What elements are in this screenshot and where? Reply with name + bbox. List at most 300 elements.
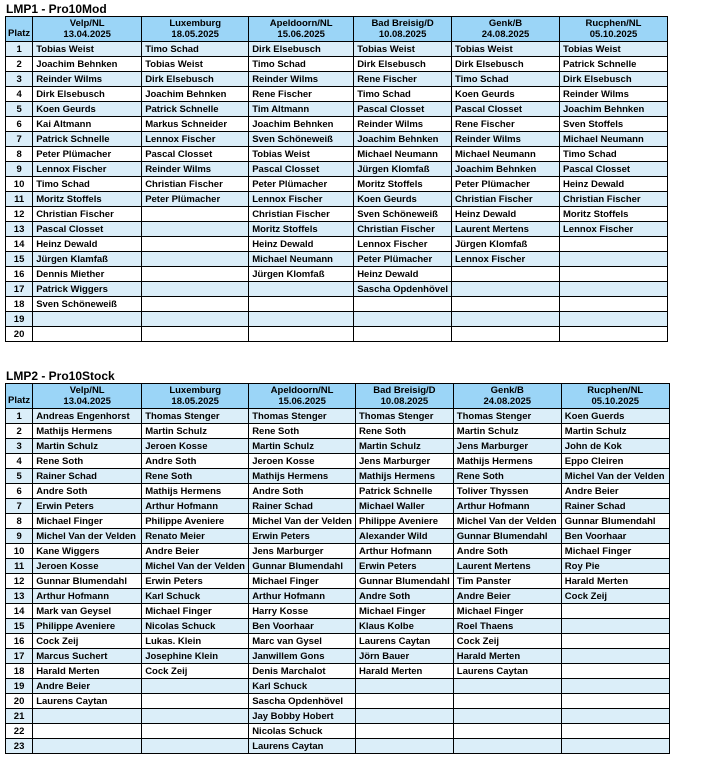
event-date: 05.10.2025	[589, 29, 638, 40]
driver-cell: Ben Voorhaar	[249, 619, 356, 634]
table-row	[6, 574, 670, 589]
driver-cell: Josephine Klein	[142, 649, 249, 664]
driver-cell	[561, 634, 669, 649]
driver-cell: Erwin Peters	[249, 529, 356, 544]
driver-cell: Rainer Schad	[33, 469, 142, 484]
driver-cell: Koen Geurds	[354, 192, 452, 207]
driver-cell: Mathijs Hermens	[355, 469, 453, 484]
table-row	[6, 87, 668, 102]
driver-cell: Markus Schneider	[142, 117, 249, 132]
platz-cell: 17	[6, 282, 33, 297]
driver-cell: Cock Zeij	[142, 664, 249, 679]
platz-cell: 21	[6, 709, 33, 724]
table-row	[6, 724, 670, 739]
driver-cell: Harald Merten	[355, 664, 453, 679]
table-row	[6, 237, 668, 252]
driver-cell: Christian Fischer	[560, 192, 668, 207]
driver-cell: Lennox Fischer	[33, 162, 142, 177]
driver-cell: Moritz Stoffels	[560, 207, 668, 222]
driver-cell: Klaus Kolbe	[355, 619, 453, 634]
driver-cell: Koen Geurds	[452, 87, 560, 102]
table-row	[6, 177, 668, 192]
driver-cell: Tobias Weist	[452, 42, 560, 57]
driver-cell: Michel Van der Velden	[142, 559, 249, 574]
driver-cell: Arthur Hofmann	[249, 589, 356, 604]
driver-cell: Michael Finger	[355, 604, 453, 619]
driver-cell	[33, 739, 142, 754]
event-venue: Rucphen/NL	[587, 385, 644, 396]
platz-cell: 14	[6, 604, 33, 619]
driver-cell: Patrick Schnelle	[33, 132, 142, 147]
driver-cell: Heinz Dewald	[33, 237, 142, 252]
platz-cell: 22	[6, 724, 33, 739]
table-row	[6, 664, 670, 679]
event-header	[142, 384, 249, 409]
driver-cell: Sven Schöneweiß	[33, 297, 142, 312]
event-venue: Velp/NL	[69, 385, 105, 396]
driver-cell: Karl Schuck	[249, 679, 356, 694]
driver-cell	[561, 619, 669, 634]
platz-cell: 9	[6, 162, 33, 177]
table-row	[6, 544, 670, 559]
driver-cell: Denis Marchalot	[249, 664, 356, 679]
platz-cell: 5	[6, 469, 33, 484]
table-row	[6, 484, 670, 499]
driver-cell: Andre Beier	[561, 484, 669, 499]
event-date: 13.04.2025	[63, 29, 111, 40]
platz-cell: 4	[6, 454, 33, 469]
driver-cell	[560, 252, 668, 267]
platz-header: Platz	[6, 17, 33, 42]
driver-cell: Reinder Wilms	[452, 132, 560, 147]
driver-cell: Rene Fischer	[249, 87, 354, 102]
driver-cell	[142, 252, 249, 267]
driver-cell	[33, 709, 142, 724]
driver-cell: Martin Schulz	[249, 439, 356, 454]
driver-cell: Michel Van der Velden	[249, 514, 356, 529]
event-venue: Luxemburg	[169, 18, 222, 29]
driver-cell	[142, 694, 249, 709]
driver-cell: Toliver Thyssen	[453, 484, 561, 499]
driver-cell	[249, 282, 354, 297]
driver-cell: Reinder Wilms	[560, 87, 668, 102]
driver-cell: Reinder Wilms	[142, 162, 249, 177]
driver-cell: Jens Marburger	[453, 439, 561, 454]
driver-cell	[452, 327, 560, 342]
driver-cell: Michael Finger	[142, 604, 249, 619]
event-header	[354, 17, 452, 42]
table-row	[6, 132, 668, 147]
driver-cell	[142, 297, 249, 312]
driver-cell: Peter Plümacher	[354, 252, 452, 267]
platz-cell: 10	[6, 544, 33, 559]
driver-cell: Thomas Stenger	[453, 409, 561, 424]
table-row	[6, 529, 670, 544]
driver-cell: Marc van Gysel	[249, 634, 356, 649]
driver-cell: Timo Schad	[142, 42, 249, 57]
driver-cell	[561, 649, 669, 664]
event-date: 05.10.2025	[591, 396, 640, 407]
driver-cell: Reinder Wilms	[354, 117, 452, 132]
driver-cell: Martin Schulz	[142, 424, 249, 439]
platz-cell: 16	[6, 634, 33, 649]
event-date: 18.05.2025	[171, 396, 219, 407]
event-date: 24.08.2025	[483, 396, 532, 407]
table-row	[6, 739, 670, 754]
driver-cell: Jürgen Klomfaß	[452, 237, 560, 252]
driver-cell: Joachim Behnken	[560, 102, 668, 117]
driver-cell: Kai Altmann	[33, 117, 142, 132]
driver-cell: Andre Soth	[355, 589, 453, 604]
event-header	[142, 17, 249, 42]
driver-cell: Rainer Schad	[561, 499, 669, 514]
table-row	[6, 72, 668, 87]
driver-cell: Martin Schulz	[453, 424, 561, 439]
driver-cell: Andre Beier	[142, 544, 249, 559]
table-row	[6, 559, 670, 574]
platz-cell: 6	[6, 484, 33, 499]
driver-cell: Alexander Wild	[355, 529, 453, 544]
table-row	[6, 57, 668, 72]
event-header	[452, 17, 560, 42]
driver-cell: Andre Beier	[453, 589, 561, 604]
table-row	[6, 252, 668, 267]
platz-cell: 12	[6, 574, 33, 589]
platz-cell: 7	[6, 132, 33, 147]
driver-cell: Cock Zeij	[33, 634, 142, 649]
driver-cell: Michael Waller	[355, 499, 453, 514]
section-title-lmp2: LMP2 - Pro10Stock	[6, 369, 115, 383]
driver-cell: Gunnar Blumendahl	[561, 514, 669, 529]
driver-cell: Arthur Hofmann	[355, 544, 453, 559]
driver-cell	[560, 297, 668, 312]
results-table-lmp1	[5, 16, 668, 342]
driver-cell: Joachim Behnken	[452, 162, 560, 177]
event-date: 10.08.2025	[378, 29, 427, 40]
platz-cell: 19	[6, 312, 33, 327]
driver-cell	[453, 739, 561, 754]
driver-cell: John de Kok	[561, 439, 669, 454]
driver-cell: Andre Soth	[33, 484, 142, 499]
driver-cell: Jens Marburger	[249, 544, 356, 559]
driver-cell: Philippe Aveniere	[142, 514, 249, 529]
driver-cell: Andre Soth	[249, 484, 356, 499]
table-row	[6, 327, 668, 342]
table-row	[6, 454, 670, 469]
driver-cell	[452, 282, 560, 297]
driver-cell: Rene Soth	[142, 469, 249, 484]
driver-cell: Michel Van der Velden	[33, 529, 142, 544]
platz-cell: 2	[6, 424, 33, 439]
driver-cell: Heinz Dewald	[560, 177, 668, 192]
driver-cell: Sven Schöneweiß	[354, 207, 452, 222]
driver-cell: Moritz Stoffels	[249, 222, 354, 237]
driver-cell: Dirk Elsebusch	[142, 72, 249, 87]
platz-cell: 4	[6, 87, 33, 102]
driver-cell: Dirk Elsebusch	[354, 57, 452, 72]
driver-cell: Dirk Elsebusch	[560, 72, 668, 87]
driver-cell: Sascha Opdenhövel	[249, 694, 356, 709]
header-row	[6, 17, 668, 42]
platz-cell: 2	[6, 57, 33, 72]
driver-cell: Lennox Fischer	[249, 192, 354, 207]
driver-cell: Patrick Schnelle	[355, 484, 453, 499]
driver-cell: Gunnar Blumendahl	[33, 574, 142, 589]
driver-cell	[33, 724, 142, 739]
driver-cell	[142, 312, 249, 327]
driver-cell	[453, 709, 561, 724]
driver-cell: Tobias Weist	[560, 42, 668, 57]
event-date: 13.04.2025	[63, 396, 111, 407]
driver-cell	[33, 327, 142, 342]
driver-cell: Arthur Hofmann	[142, 499, 249, 514]
driver-cell: Jörn Bauer	[355, 649, 453, 664]
platz-cell: 18	[6, 297, 33, 312]
platz-cell: 17	[6, 649, 33, 664]
driver-cell: Tim Altmann	[249, 102, 354, 117]
driver-cell: Mathijs Hermens	[249, 469, 356, 484]
driver-cell: Michael Finger	[249, 574, 356, 589]
table-row	[6, 312, 668, 327]
table-row	[6, 207, 668, 222]
platz-cell: 3	[6, 72, 33, 87]
driver-cell: Michael Finger	[561, 544, 669, 559]
event-venue: Velp/NL	[69, 18, 105, 29]
driver-cell: Andreas Engenhorst	[33, 409, 142, 424]
driver-cell: Laurent Mertens	[452, 222, 560, 237]
driver-cell: Martin Schulz	[33, 439, 142, 454]
driver-cell: Tobias Weist	[249, 147, 354, 162]
driver-cell	[355, 739, 453, 754]
driver-cell	[142, 724, 249, 739]
table-row	[6, 694, 670, 709]
table-row	[6, 589, 670, 604]
table-row	[6, 514, 670, 529]
driver-cell: Lennox Fischer	[452, 252, 560, 267]
driver-cell: Harald Merten	[33, 664, 142, 679]
platz-cell: 1	[6, 409, 33, 424]
platz-cell: 15	[6, 252, 33, 267]
event-date: 10.08.2025	[380, 396, 429, 407]
driver-cell: Koen Geurds	[33, 102, 142, 117]
driver-cell	[354, 297, 452, 312]
platz-cell: 18	[6, 664, 33, 679]
driver-cell: Mark van Geysel	[33, 604, 142, 619]
driver-cell: Gunnar Blumendahl	[355, 574, 453, 589]
driver-cell: Timo Schad	[249, 57, 354, 72]
driver-cell: Patrick Schnelle	[142, 102, 249, 117]
driver-cell: Christian Fischer	[142, 177, 249, 192]
driver-cell	[142, 222, 249, 237]
driver-cell	[561, 694, 669, 709]
event-venue: Apeldoorn/NL	[270, 385, 334, 396]
platz-cell: 23	[6, 739, 33, 754]
driver-cell	[355, 709, 453, 724]
driver-cell	[142, 207, 249, 222]
driver-cell: Michael Finger	[453, 604, 561, 619]
driver-cell	[142, 739, 249, 754]
event-header	[33, 384, 142, 409]
driver-cell: Dirk Elsebusch	[33, 87, 142, 102]
event-date: 15.06.2025	[278, 396, 326, 407]
driver-cell: Jürgen Klamfaß	[33, 252, 142, 267]
platz-cell: 10	[6, 177, 33, 192]
driver-cell: Harry Kosse	[249, 604, 356, 619]
platz-cell: 9	[6, 529, 33, 544]
driver-cell: Jeroen Kosse	[142, 439, 249, 454]
driver-cell: Gunnar Blumendahl	[453, 529, 561, 544]
driver-cell: Laurens Caytan	[33, 694, 142, 709]
driver-cell: Heinz Dewald	[249, 237, 354, 252]
driver-cell: Tobias Weist	[33, 42, 142, 57]
section-title-lmp1: LMP1 - Pro10Mod	[6, 2, 107, 16]
table-row	[6, 409, 670, 424]
driver-cell: Sascha Opdenhövel	[354, 282, 452, 297]
driver-cell: Laurent Mertens	[453, 559, 561, 574]
platz-cell: 12	[6, 207, 33, 222]
driver-cell: Dirk Elsebusch	[249, 42, 354, 57]
driver-cell: Erwin Peters	[33, 499, 142, 514]
event-header	[355, 384, 453, 409]
platz-cell: 6	[6, 117, 33, 132]
platz-cell: 5	[6, 102, 33, 117]
driver-cell: Pascal Closset	[142, 147, 249, 162]
driver-cell	[354, 312, 452, 327]
platz-cell: 1	[6, 42, 33, 57]
driver-cell: Ben Voorhaar	[561, 529, 669, 544]
driver-cell	[142, 327, 249, 342]
driver-cell: Christian Fischer	[249, 207, 354, 222]
event-header	[33, 17, 142, 42]
event-header	[249, 384, 356, 409]
driver-cell: Rene Fischer	[354, 72, 452, 87]
driver-cell	[561, 664, 669, 679]
driver-cell	[452, 312, 560, 327]
driver-cell: Jürgen Klomfaß	[354, 162, 452, 177]
driver-cell: Roel Thaens	[453, 619, 561, 634]
driver-cell: Timo Schad	[560, 147, 668, 162]
driver-cell: Philippe Aveniere	[33, 619, 142, 634]
driver-cell: Reinder Wilms	[249, 72, 354, 87]
table-row	[6, 499, 670, 514]
platz-cell: 11	[6, 559, 33, 574]
platz-cell: 20	[6, 694, 33, 709]
driver-cell: Erwin Peters	[355, 559, 453, 574]
driver-cell: Peter Plümacher	[249, 177, 354, 192]
table-row	[6, 192, 668, 207]
driver-cell: Peter Plümacher	[33, 147, 142, 162]
driver-cell: Erwin Peters	[142, 574, 249, 589]
driver-cell: Tobias Weist	[354, 42, 452, 57]
header-row	[6, 384, 670, 409]
driver-cell: Timo Schad	[33, 177, 142, 192]
driver-cell: Michael Neumann	[560, 132, 668, 147]
driver-cell: Mathijs Hermens	[33, 424, 142, 439]
driver-cell: Peter Plümacher	[452, 177, 560, 192]
platz-cell: 11	[6, 192, 33, 207]
event-venue: Bad Breisig/D	[371, 18, 434, 29]
driver-cell: Pascal Closset	[249, 162, 354, 177]
event-venue: Apeldoorn/NL	[269, 18, 333, 29]
driver-cell	[354, 327, 452, 342]
driver-cell: Pascal Closset	[33, 222, 142, 237]
platz-cell: 20	[6, 327, 33, 342]
driver-cell: Moritz Stoffels	[33, 192, 142, 207]
driver-cell: Rene Fischer	[452, 117, 560, 132]
driver-cell: Kane Wiggers	[33, 544, 142, 559]
driver-cell: Laurens Caytan	[355, 634, 453, 649]
platz-cell: 8	[6, 147, 33, 162]
driver-cell: Sven Stoffels	[560, 117, 668, 132]
driver-cell	[560, 327, 668, 342]
driver-cell: Jens Marburger	[355, 454, 453, 469]
table-row	[6, 679, 670, 694]
driver-cell: Cock Zeij	[453, 634, 561, 649]
driver-cell: Gunnar Blumendahl	[249, 559, 356, 574]
driver-cell	[561, 724, 669, 739]
event-venue: Genk/B	[488, 18, 523, 29]
driver-cell: Dennis Miether	[33, 267, 142, 282]
driver-cell: Mathijs Hermens	[142, 484, 249, 499]
driver-cell: Christian Fischer	[452, 192, 560, 207]
platz-header: Platz	[6, 384, 33, 409]
driver-cell	[561, 604, 669, 619]
table-row	[6, 649, 670, 664]
driver-cell: Jay Bobby Hobert	[249, 709, 356, 724]
event-venue: Rucphen/NL	[585, 18, 642, 29]
driver-cell: Marcus Suchert	[33, 649, 142, 664]
driver-cell: Sven Schöneweiß	[249, 132, 354, 147]
driver-cell: Roy Pie	[561, 559, 669, 574]
results-table-lmp2	[5, 383, 670, 754]
driver-cell: Christian Fischer	[354, 222, 452, 237]
driver-cell: Michel Van der Velden	[561, 469, 669, 484]
driver-cell: Peter Plümacher	[142, 192, 249, 207]
platz-cell: 3	[6, 439, 33, 454]
driver-cell: Lukas. Klein	[142, 634, 249, 649]
table-row	[6, 634, 670, 649]
table-row	[6, 469, 670, 484]
driver-cell	[142, 679, 249, 694]
driver-cell: Karl Schuck	[142, 589, 249, 604]
driver-cell	[452, 267, 560, 282]
table-row	[6, 42, 668, 57]
platz-cell: 8	[6, 514, 33, 529]
table-row	[6, 709, 670, 724]
event-venue: Bad Breisig/D	[373, 385, 436, 396]
table-row	[6, 424, 670, 439]
event-date: 15.06.2025	[277, 29, 325, 40]
driver-cell: Jeroen Kosse	[33, 559, 142, 574]
driver-cell: Joachim Behnken	[354, 132, 452, 147]
driver-cell: Rainer Schad	[249, 499, 356, 514]
table-row	[6, 604, 670, 619]
driver-cell: Moritz Stoffels	[354, 177, 452, 192]
driver-cell	[355, 679, 453, 694]
table-row	[6, 162, 668, 177]
driver-cell: Laurens Caytan	[453, 664, 561, 679]
table-row	[6, 439, 670, 454]
driver-cell: Reinder Wilms	[33, 72, 142, 87]
table-row	[6, 147, 668, 162]
event-date: 24.08.2025	[481, 29, 530, 40]
driver-cell	[452, 297, 560, 312]
event-date: 18.05.2025	[171, 29, 219, 40]
event-header	[561, 384, 669, 409]
driver-cell: Jürgen Klomfaß	[249, 267, 354, 282]
driver-cell: Jeroen Kosse	[249, 454, 356, 469]
driver-cell: Heinz Dewald	[354, 267, 452, 282]
